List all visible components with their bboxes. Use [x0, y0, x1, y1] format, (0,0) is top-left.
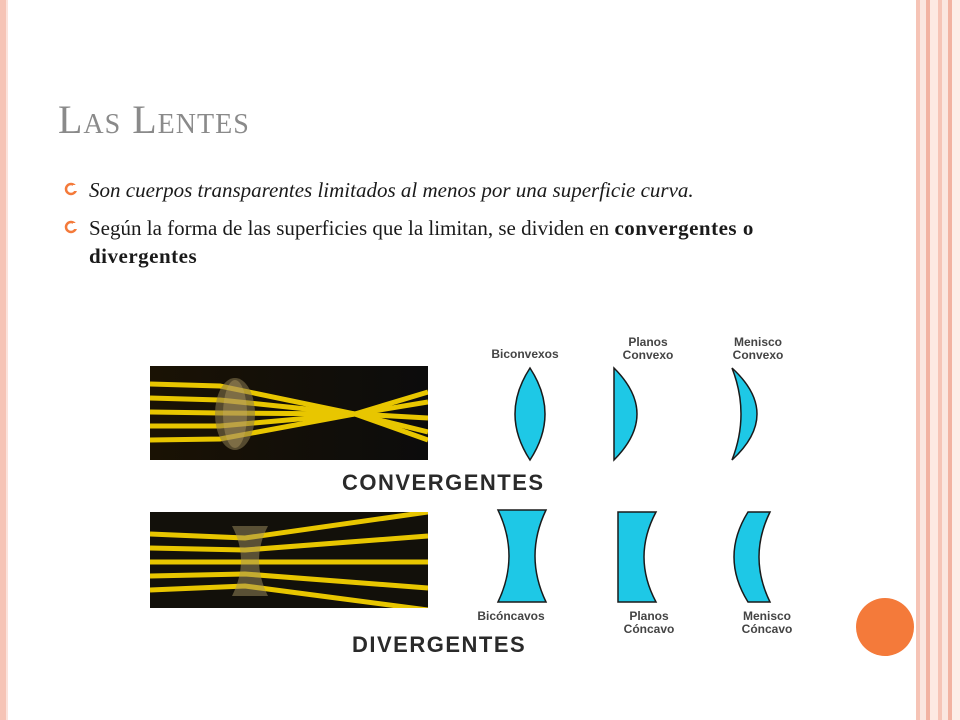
- bullet-list: [64, 176, 834, 280]
- meniscus-concave-lens-icon: [726, 510, 774, 604]
- plano-convex-lens-icon: [610, 366, 658, 462]
- lens-label-biconcave: Bicóncavos: [477, 609, 545, 623]
- plano-concave-lens-icon: [614, 510, 660, 604]
- lens-label-plano-concave: Planos Cóncavo: [623, 609, 675, 636]
- lens-label-meniscus-concave: Menisco Cóncavo: [741, 609, 793, 636]
- diverging-caption: DIVERGENTES: [352, 632, 527, 657]
- converging-caption: CONVERGENTES: [342, 470, 545, 495]
- biconvex-lens-icon: [500, 366, 560, 462]
- bullet-icon: [64, 220, 78, 234]
- bullet-text: Son cuerpos transparentes limitados al menos por una superficie curva.: [89, 178, 694, 202]
- right-decorative-stripes: [916, 0, 960, 720]
- bullet-icon: [64, 182, 78, 196]
- meniscus-convex-lens-icon: [726, 366, 774, 462]
- bullet-text: Según la forma de las superficies que la limitan, se dividen en: [89, 216, 615, 240]
- diverging-lens-photo: [150, 512, 428, 608]
- orange-decorative-circle: [856, 598, 914, 656]
- bullet-text-bold: convergentes o divergentes: [89, 216, 754, 268]
- bullet-item: [64, 214, 834, 270]
- lens-label-plano-convex: Planos Convexo: [622, 335, 674, 362]
- slide-title: Las Lentes: [58, 97, 250, 142]
- lens-label-biconvex: Biconvexos: [491, 347, 559, 361]
- lens-label-meniscus-convex: Menisco Convexo: [732, 335, 784, 362]
- biconcave-lens-icon: [494, 508, 550, 604]
- left-frame-inner: [6, 0, 8, 720]
- bullet-item: [64, 176, 834, 204]
- converging-lens-photo: [150, 366, 428, 460]
